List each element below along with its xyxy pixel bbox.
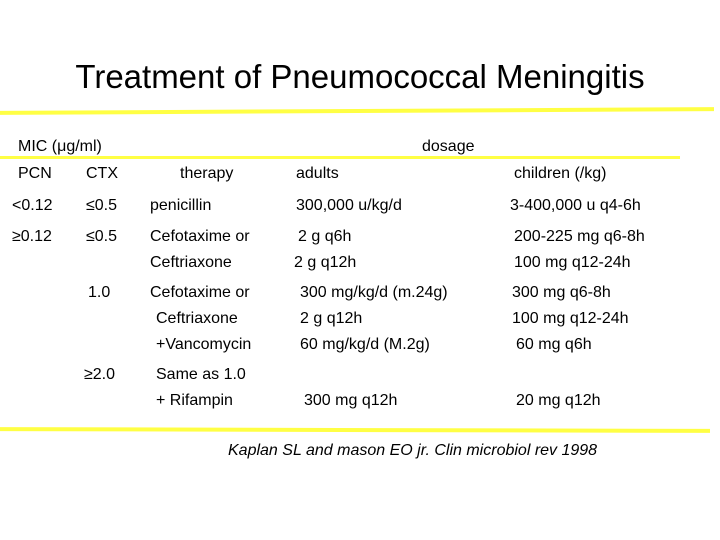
row-2-ctx: ≤0.5 xyxy=(86,228,118,245)
row-3-ctx: 1.0 xyxy=(88,284,111,301)
row-3-therapy-2: Ceftriaxone xyxy=(156,310,238,327)
row-3-adults-3: 60 mg/kg/d (M.2g) xyxy=(300,336,430,353)
row-3-children-2: 100 mg q12-24h xyxy=(512,310,629,327)
highlight-bar-header xyxy=(0,156,680,159)
highlight-bar-top xyxy=(0,107,714,115)
row-2-pcn: ≥0.12 xyxy=(12,228,52,245)
therapy-header: therapy xyxy=(180,165,234,182)
slide-title: Treatment of Pneumococcal Meningitis xyxy=(75,58,645,95)
row-4-therapy-2: + Rifampin xyxy=(156,392,233,409)
row-1-children: 3-400,000 u q4-6h xyxy=(510,197,641,214)
row-4-children: 20 mg q12h xyxy=(516,392,601,409)
row-2-children-2: 100 mg q12-24h xyxy=(514,254,631,271)
highlight-bar-bottom xyxy=(0,427,710,433)
row-3-children-3: 60 mg q6h xyxy=(516,336,592,353)
row-2-therapy-2: Ceftriaxone xyxy=(150,254,232,271)
row-1-therapy: penicillin xyxy=(150,197,212,214)
row-4-therapy-1: Same as 1.0 xyxy=(156,366,246,383)
row-1-pcn: <0.12 xyxy=(12,197,53,214)
row-1-ctx: ≤0.5 xyxy=(86,197,118,214)
ctx-header: CTX xyxy=(86,165,118,182)
row-4-adults: 300 mg q12h xyxy=(304,392,398,409)
row-3-therapy-1: Cefotaxime or xyxy=(150,284,250,301)
row-3-adults-2: 2 g q12h xyxy=(300,310,363,327)
row-4-ctx: ≥2.0 xyxy=(84,366,116,383)
row-3-children-1: 300 mg q6-8h xyxy=(512,284,611,301)
row-2-adults-1: 2 g q6h xyxy=(298,228,352,245)
row-2-therapy-1: Cefotaxime or xyxy=(150,228,250,245)
children-header: children (/kg) xyxy=(514,165,607,182)
row-2-adults-2: 2 g q12h xyxy=(294,254,357,271)
citation: Kaplan SL and mason EO jr. Clin microbiol rev 1998 xyxy=(228,442,598,459)
row-1-adults: 300,000 u/kg/d xyxy=(296,197,402,214)
dosage-header: dosage xyxy=(422,138,475,155)
adults-header: adults xyxy=(296,165,339,182)
row-3-therapy-3: +Vancomycin xyxy=(156,336,252,353)
row-2-children-1: 200-225 mg q6-8h xyxy=(514,228,645,245)
mic-header: MIC (μg/ml) xyxy=(18,138,102,155)
row-3-adults-1: 300 mg/kg/d (m.24g) xyxy=(300,284,448,301)
pcn-header: PCN xyxy=(18,165,52,182)
